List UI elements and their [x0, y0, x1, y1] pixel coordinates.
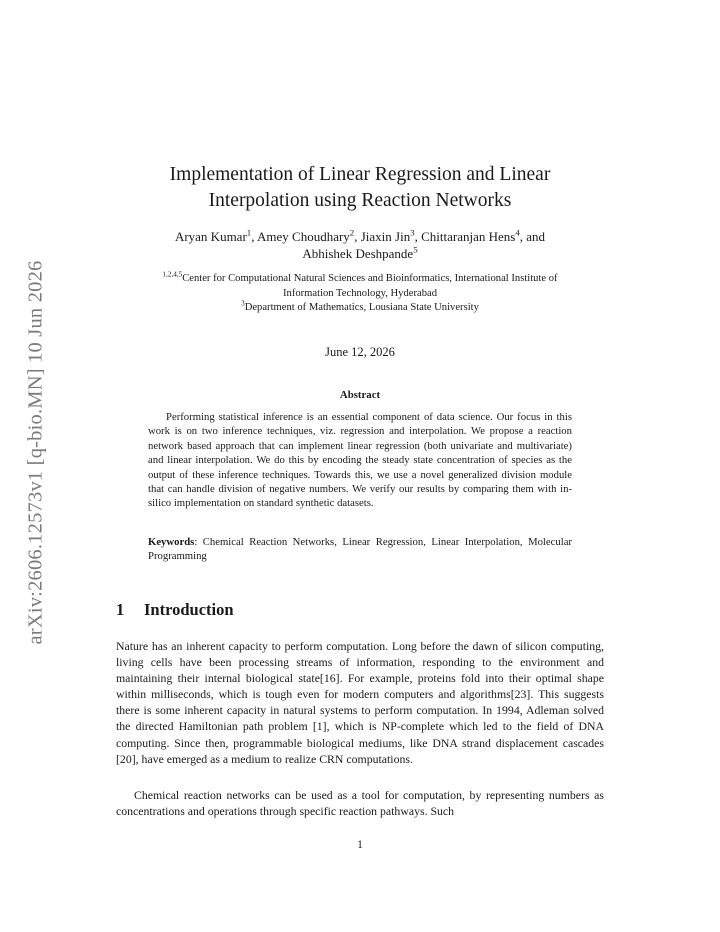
author-name: Aryan Kumar [174, 229, 247, 244]
author-name: Abhishek Deshpande [302, 246, 414, 261]
author-affil-mark: 2 [349, 227, 355, 238]
section-title: Introduction [144, 600, 234, 619]
author-list [116, 228, 604, 262]
author-affil-mark: 3 [410, 227, 415, 238]
paper-date: June 12, 2026 [325, 345, 395, 359]
affiliation-line: Information Technology, Hyderabad [283, 287, 437, 299]
section-number: 1 [116, 600, 125, 619]
author-last-separator: , and [519, 229, 546, 244]
affiliation-text: Department of Mathematics, Lousiana State University [244, 302, 479, 313]
keywords [148, 535, 572, 564]
author-name: Amey Choudhary [257, 229, 350, 244]
affiliation-line [106, 301, 614, 316]
author-separator: , [414, 229, 422, 244]
affiliations [106, 272, 614, 316]
author-line [116, 245, 604, 262]
author-name: Chittaranjan Hens [421, 229, 516, 244]
author-affil-mark: 1 [246, 227, 252, 238]
author-separator: , [251, 229, 257, 244]
body-paragraph: Nature has an inherent capacity to perform computation. Long before the dawn of silicon computing, living cells have been processing streams of information, responding to the environment and maintaining their internal biological state[16]. For example, proteins fold into their optimal shape within milliseconds, which is tough even for modern computers and algorithms[23]. This suggests there is some inherent capacity in natural systems to perform computation. In 1994, Adleman solved the directed Hamiltonian path problem [1], which is NP-complete which led to the field of DNA computing. Since then, programmable biological mediums, like DNA strand displacement cascades [20], have emerged as a medium to realize CRN computations. [116, 639, 604, 766]
affiliation-text: Center for Computational Natural Sciences and Bioinformatics, International Institute of [182, 273, 558, 284]
abstract-heading: Abstract [339, 389, 381, 401]
affiliation-mark: 1,2,4,5 [162, 270, 183, 279]
section-heading [116, 600, 604, 620]
paper-title [116, 162, 604, 214]
affiliation-mark: 3 [241, 299, 245, 308]
keywords-list: : Chemical Reaction Networks, Linear Regression, Linear Interpolation, Molecular Programming [148, 536, 572, 563]
keywords-label: Keywords [148, 536, 195, 548]
author-name: Jiaxin Jin [360, 229, 411, 244]
body-paragraph: Chemical reaction networks can be used as a tool for computation, by representing numbers as concentrations and operations through specific reaction pathways. Such [116, 788, 604, 819]
title-line: Interpolation using Reaction Networks [208, 190, 512, 211]
title-line: Implementation of Linear Regression and Linear [169, 164, 551, 185]
author-affil-mark: 4 [515, 227, 520, 238]
arxiv-stamp [16, 242, 56, 662]
author-line [116, 228, 604, 245]
author-affil-mark: 5 [413, 244, 418, 255]
page-number: 1 [357, 839, 363, 851]
affiliation-line [106, 272, 614, 287]
abstract-text: Performing statistical inference is an essential component of data science. Our focus in this work is on two inference techniques, viz. regression and interpolation. We propose a reaction network based approach that can implement linear regression (both univariate and multivariate) and linear interpolation. We do this by encoding the steady state concentration of species as the output of these inference techniques. Towards this, we use a novel generalized division module that can handle division of negative numbers. We verify our results by comparing them with in-silico implementation on standard synthetic datasets. [148, 411, 572, 510]
arxiv-stamp-text: arXiv:2606.12573v1 [q-bio.MN] 10 Jun 2026 [24, 259, 47, 645]
author-separator: , [354, 229, 361, 244]
